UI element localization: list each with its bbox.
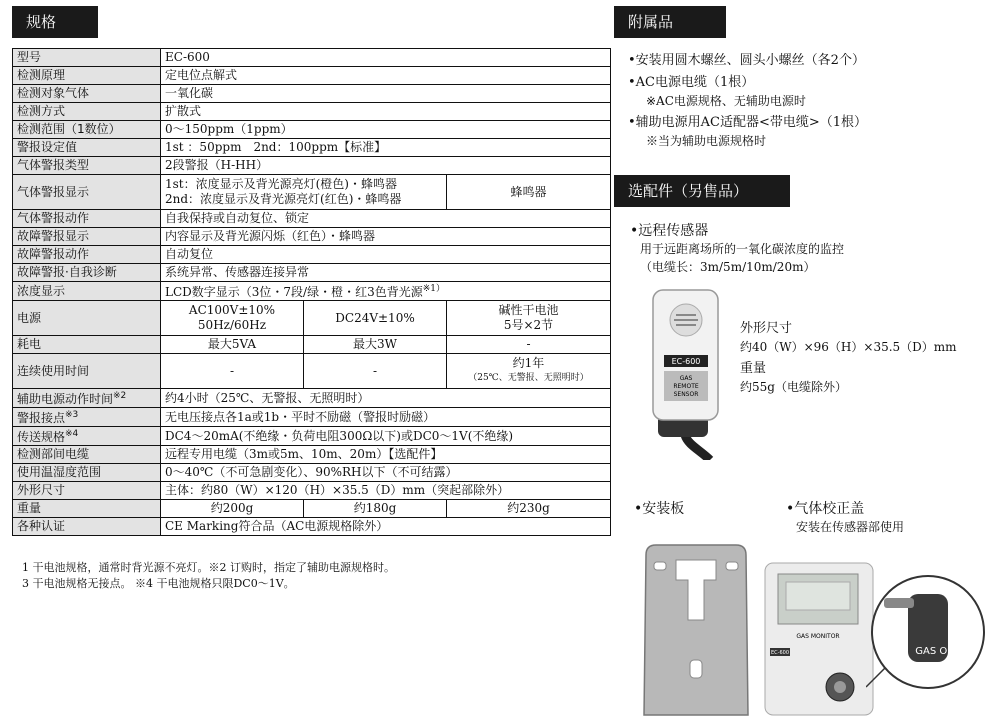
accessories-list: [628, 52, 867, 150]
row-label: 故障警报动作: [13, 246, 161, 264]
footnotes: [22, 560, 395, 592]
row-value: DC4～20mA(不绝缘・负荷电阻300Ω以下)或DC0～1V(不绝缘): [161, 427, 611, 446]
power-dc: DC24V±10%: [304, 301, 447, 336]
footnote-mark: ※3: [65, 410, 79, 420]
table-row: [13, 301, 611, 336]
row-label: 气体警报动作: [13, 210, 161, 228]
alarm-display-line1: 1st：浓度显示及背光源亮灯(橙色)・蜂鸣器: [165, 177, 397, 191]
row-label: 故障警报显示: [13, 228, 161, 246]
row-value: 主体：约80（W）×120（H）×35.5（D）mm（突起部除外）: [161, 482, 611, 500]
sensor-dims-label: 外形尺寸: [740, 321, 793, 336]
accessory-item: •安装用圆木螺丝、圆头小螺丝（各2个）: [628, 53, 865, 68]
transmit-label: 传送规格: [17, 430, 66, 444]
table-row: [13, 482, 611, 500]
table-row: [13, 67, 611, 85]
footnote-mark: ※2: [113, 391, 127, 401]
table-row: [13, 336, 611, 354]
row-label: [13, 427, 161, 446]
table-row: [13, 389, 611, 408]
row-value: 内容显示及背光源闪烁（红色）・蜂鸣器: [161, 228, 611, 246]
sensor-weight-value: 约55g（电缆除外）: [740, 380, 847, 394]
row-value: -: [304, 354, 447, 389]
table-row: [13, 210, 611, 228]
sensor-remote-label: REMOTE: [673, 383, 699, 390]
table-row: [13, 103, 611, 121]
table-row: [13, 85, 611, 103]
sensor-dims-value: 约40（W）×96（H）×35.5（D）mm: [740, 340, 957, 354]
mounting-plate-title: •安装板: [634, 501, 685, 517]
continuous-bat-value: 约1年: [512, 356, 545, 370]
remote-sensor-title: •远程传感器: [630, 223, 709, 239]
footnote-mark: ※1）: [422, 284, 446, 294]
table-row: [13, 408, 611, 427]
row-value: 约200g: [161, 500, 304, 518]
remote-sensor-cable: （电缆长：3m/5m/10m/20m）: [640, 260, 816, 274]
sensor-model-label: EC-600: [671, 357, 701, 366]
alarm-display-line2: 2nd：浓度显示及背光源亮灯(红色)・蜂鸣器: [165, 192, 402, 206]
row-value: -: [447, 336, 611, 354]
row-value: 约4小时（25℃、无警报、无照明时）: [161, 389, 611, 408]
power-ac-freq: 50Hz/60Hz: [197, 318, 267, 332]
sensor-sensor-label: SENSOR: [673, 391, 699, 398]
row-label: 故障警报·自我诊断: [13, 264, 161, 282]
calibration-cap-desc: 安装在传感器部使用: [796, 520, 905, 534]
accessory-item: •AC电源电缆（1根）: [628, 75, 755, 90]
row-value: 自我保持或自动复位、锁定: [161, 210, 611, 228]
row-value: 一氧化碳: [161, 85, 611, 103]
row-label: 各种认证: [13, 518, 161, 536]
row-label: 气体警报类型: [13, 157, 161, 175]
calibration-cap-info: [786, 500, 904, 536]
row-value: [447, 354, 611, 389]
accessories-header: 附属品: [614, 6, 726, 38]
row-label: 检测原理: [13, 67, 161, 85]
row-label: 外形尺寸: [13, 482, 161, 500]
row-label: 型号: [13, 49, 161, 67]
row-value: 蜂鸣器: [447, 175, 611, 210]
table-row: [13, 464, 611, 482]
table-row: [13, 500, 611, 518]
accessory-note: ※当为辅助电源规格时: [646, 134, 767, 148]
row-value: 自动复位: [161, 246, 611, 264]
spec-table: [12, 48, 611, 536]
remote-sensor-info: [630, 222, 844, 276]
monitor-label: GAS MONITOR: [796, 633, 840, 640]
options-header: 选配件（另售品）: [614, 175, 790, 207]
remote-sensor-specs: [740, 320, 957, 396]
table-row: [13, 282, 611, 301]
row-value: 远程专用电缆（3m或5m、10m、20m）【选配件】: [161, 446, 611, 464]
footnote-line2: 3 干电池规格无接点。 ※4 干电池规格只限DC0～1V。: [22, 577, 295, 590]
row-value: 0～40℃（不可急剧变化）、90%RH以下（不可结露）: [161, 464, 611, 482]
row-label: 电源: [13, 301, 161, 336]
table-row: [13, 228, 611, 246]
monitor-model-label: EC-600: [771, 650, 789, 656]
contact-label: 警报接点: [17, 411, 66, 425]
table-row: [13, 354, 611, 389]
power-battery-count: 5号×2节: [503, 318, 554, 332]
row-label: 检测部间电缆: [13, 446, 161, 464]
remote-sensor-image: [650, 285, 725, 460]
row-value: 定电位点解式: [161, 67, 611, 85]
row-label: 检测对象气体: [13, 85, 161, 103]
row-label: 检测范围（1数位）: [13, 121, 161, 139]
row-label: 警报设定值: [13, 139, 161, 157]
row-label: [13, 408, 161, 427]
row-label: 检测方式: [13, 103, 161, 121]
row-value: [161, 282, 611, 301]
row-value: 系统异常、传感器连接异常: [161, 264, 611, 282]
table-row: [13, 49, 611, 67]
table-row: [13, 427, 611, 446]
gas-monitor-image: [762, 560, 877, 718]
calibration-cap-image: [866, 572, 986, 692]
table-row: [13, 264, 611, 282]
row-value: -: [161, 354, 304, 389]
power-ac: [161, 301, 304, 336]
row-value: 无电压接点各1a或1b・平时不励磁（警报时励磁）: [161, 408, 611, 427]
row-value: 约180g: [304, 500, 447, 518]
accessory-item: •辅助电源用AC适配器<带电缆>（1根）: [628, 115, 868, 130]
sensor-gas-label: GAS: [679, 375, 693, 382]
table-row: [13, 121, 611, 139]
row-label: 浓度显示: [13, 282, 161, 301]
row-label: 气体警报显示: [13, 175, 161, 210]
continuous-bat-note: （25℃、无警报、无照明时）: [468, 373, 589, 383]
table-row: [13, 518, 611, 536]
remote-sensor-desc: 用于远距离场所的一氧化碳浓度的监控: [640, 242, 845, 256]
row-label: 耗电: [13, 336, 161, 354]
calibration-cap-title: •气体校正盖: [786, 501, 865, 517]
row-value: 1st ：50ppm 2nd：100ppm【标准】: [161, 139, 611, 157]
table-row: [13, 175, 611, 210]
row-label: 连续使用时间: [13, 354, 161, 389]
table-row: [13, 446, 611, 464]
row-value: 扩散式: [161, 103, 611, 121]
spec-header: 规格: [12, 6, 98, 38]
table-row: [13, 157, 611, 175]
row-value: 约230g: [447, 500, 611, 518]
row-value: 2段警报（H-HH）: [161, 157, 611, 175]
row-value: [161, 175, 447, 210]
sensor-weight-label: 重量: [740, 361, 767, 376]
accessory-note: ※AC电源规格、无辅助电源时: [646, 94, 806, 108]
conc-display-text: LCD数字显示（3位・7段/绿・橙・红3色背光源: [165, 285, 423, 299]
cap-gas-out-label: GAS OUT: [915, 646, 961, 657]
footnote-line1: 1 干电池规格，通常时背光源不亮灯。※2 订购时，指定了辅助电源规格时。: [22, 561, 395, 574]
row-value: 最大3W: [304, 336, 447, 354]
row-label: [13, 389, 161, 408]
row-value: 0～150ppm（1ppm）: [161, 121, 611, 139]
aux-time-label: 辅助电源动作时间: [17, 392, 114, 406]
power-battery-type: 碱性干电池: [498, 303, 559, 317]
table-row: [13, 139, 611, 157]
row-value: 最大5VA: [161, 336, 304, 354]
table-row: [13, 246, 611, 264]
row-label: 使用温湿度范围: [13, 464, 161, 482]
row-value: EC-600: [161, 49, 611, 67]
power-battery: [447, 301, 611, 336]
row-label: 重量: [13, 500, 161, 518]
mounting-plate-image: [636, 540, 756, 718]
footnote-mark: ※4: [65, 429, 79, 439]
power-ac-voltage: AC100V±10%: [188, 303, 276, 317]
row-value: CE Marking符合品（AC电源规格除外）: [161, 518, 611, 536]
